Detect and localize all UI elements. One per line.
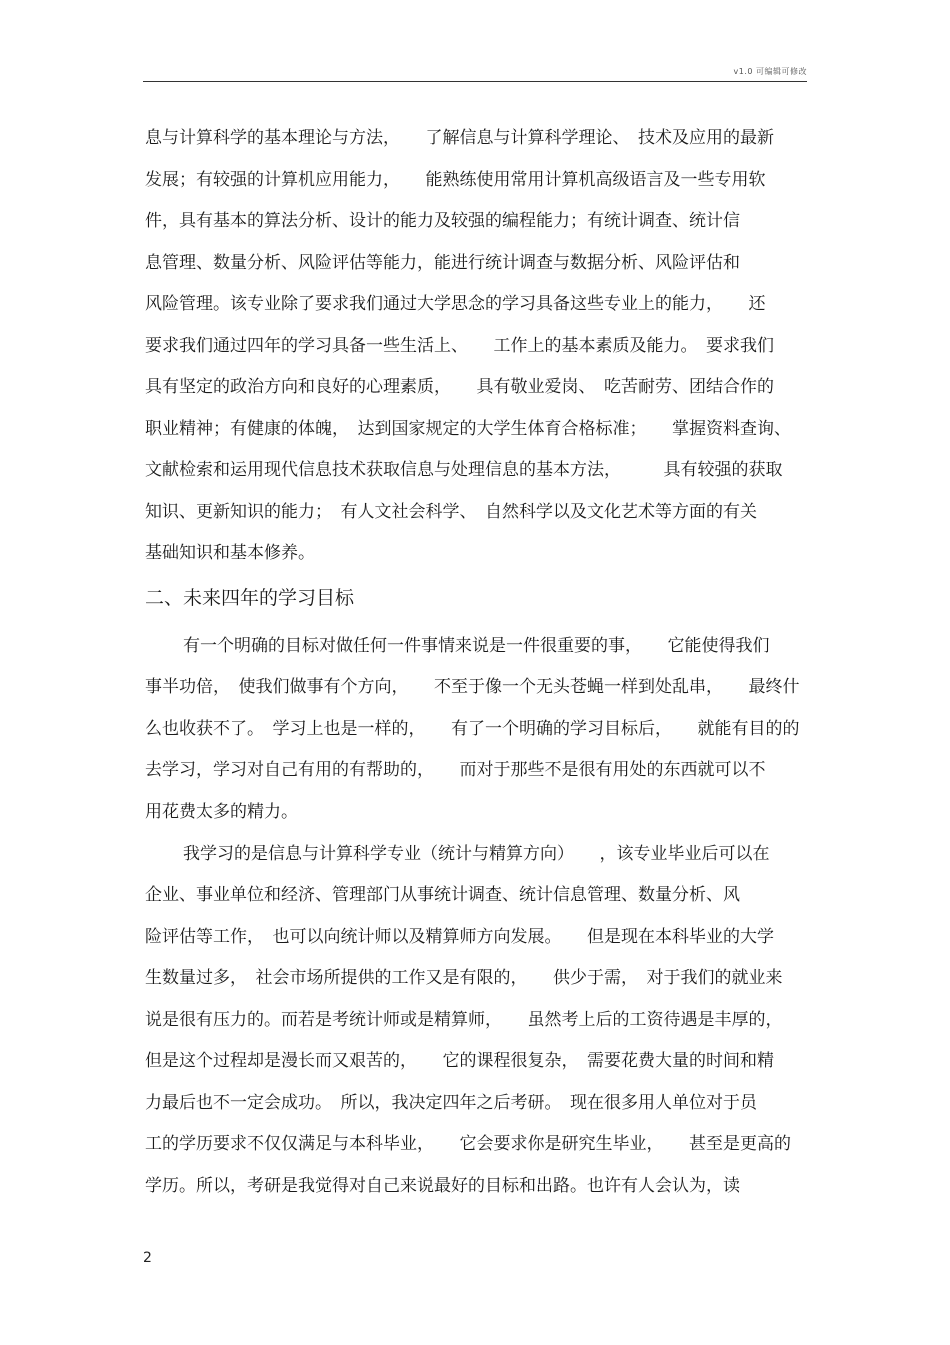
text-line: 说是很有压力的。而若是考统计师或是精算师， 虽然考上后的工资待遇是丰厚的，: [145, 1010, 783, 1030]
text-line: 职业精神；有健康的体魄， 达到国家规定的大学生体育合格标准； 掌握资料查询、: [145, 419, 791, 439]
text-line: 企业、事业单位和经济、管理部门从事统计调查、统计信息管理、数量分析、风: [145, 885, 740, 905]
header-note: v1.0 可编辑可修改: [733, 67, 807, 76]
text-line: 基础知识和基本修养。: [145, 543, 315, 563]
text-line: 要求我们通过四年的学习具备一些生活上、 工作上的基本素质及能力。 要求我们: [145, 336, 774, 356]
text-line: 险评估等工作， 也可以向统计师以及精算师方向发展。 但是现在本科毕业的大学: [145, 927, 774, 947]
text-line: 学历。所以，考研是我觉得对自己来说最好的目标和出路。也许有人会认为，读: [145, 1176, 740, 1196]
text-line: 有一个明确的目标对做任何一件事情来说是一件很重要的事， 它能使得我们: [183, 636, 770, 656]
text-line: 生数量过多， 社会市场所提供的工作又是有限的， 供少于需， 对于我们的就业来: [145, 968, 783, 988]
text-line: 息管理、数量分析、风险评估等能力，能进行统计调查与数据分析、风险评估和: [145, 253, 740, 273]
text-line: 我学习的是信息与计算科学专业（统计与精算方向） ，该专业毕业后可以在: [183, 844, 770, 864]
text-line: 力最后也不一定会成功。 所以，我决定四年之后考研。 现在很多用人单位对于员: [145, 1093, 757, 1113]
text-line: 么也收获不了。 学习上也是一样的， 有了一个明确的学习目标后， 就能有目的的: [145, 719, 800, 739]
text-line: 具有坚定的政治方向和良好的心理素质， 具有敬业爱岗、 吃苦耐劳、团结合作的: [145, 377, 774, 397]
text-line: 件，具有基本的算法分析、设计的能力及较强的编程能力；有统计调查、统计信: [145, 211, 740, 231]
text-line: 去学习，学习对自己有用的有帮助的， 而对于那些不是很有用处的东西就可以不: [145, 760, 766, 780]
section-heading: 二、未来四年的学习目标: [145, 587, 355, 609]
text-line: 工的学历要求不仅仅满足与本科毕业， 它会要求你是研究生毕业， 甚至是更高的: [145, 1134, 791, 1154]
text-line: 用花费太多的精力。: [145, 802, 298, 822]
text-line: 风险管理。该专业除了要求我们通过大学思念的学习具备这些专业上的能力， 还: [145, 294, 766, 314]
text-line: 文献检索和运用现代信息技术获取信息与处理信息的基本方法， 具有较强的获取: [145, 460, 783, 480]
page-number: 2: [143, 1250, 152, 1266]
text-line: 知识、更新知识的能力； 有人文社会科学、 自然科学以及文化艺术等方面的有关: [145, 502, 757, 522]
header-rule: [143, 81, 807, 82]
text-line: 但是这个过程却是漫长而又艰苦的， 它的课程很复杂， 需要花费大量的时间和精: [145, 1051, 774, 1071]
text-line: 事半功倍， 使我们做事有个方向， 不至于像一个无头苍蝇一样到处乱串， 最终什: [145, 677, 800, 697]
text-line: 发展；有较强的计算机应用能力， 能熟练使用常用计算机高级语言及一些专用软: [145, 170, 766, 190]
text-line: 息与计算科学的基本理论与方法， 了解信息与计算科学理论、 技术及应用的最新: [145, 128, 774, 148]
